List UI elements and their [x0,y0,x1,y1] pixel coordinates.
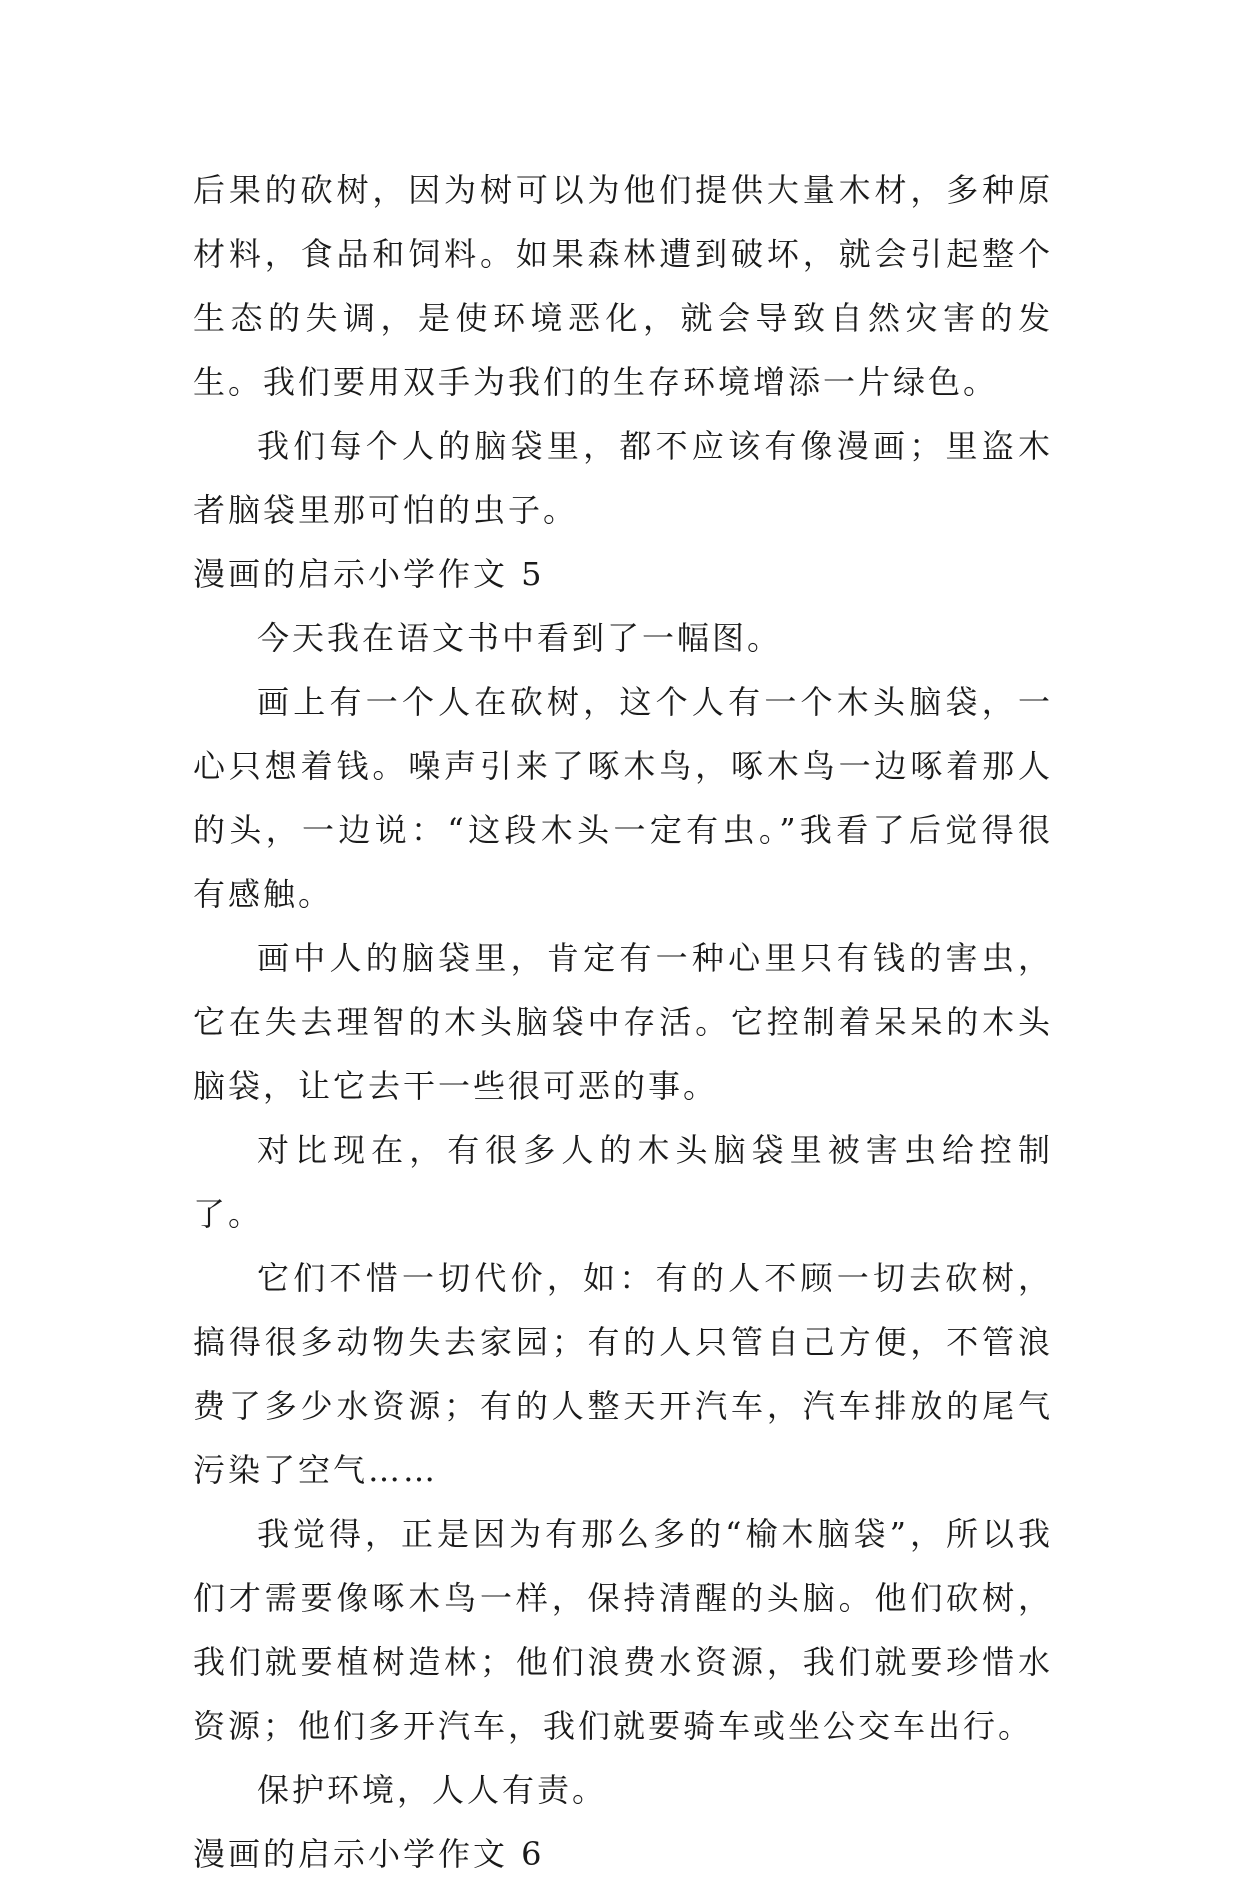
paragraph: 我觉得，正是因为有那么多的“榆木脑袋”，所以我们才需要像啄木鸟一样，保持清醒的头脑。他们砍树，我们就要植树造林；他们浪费水资源，我们就要珍惜水资源；他们多开汽车，我们就要骑车或坐公交车出行。 [193,1515,1053,1745]
paragraph: 画中人的脑袋里，肯定有一种心里只有钱的害虫，它在失去理智的木头脑袋中存活。它控制着呆呆的木头脑袋，让它去干一些很可恶的事。 [193,939,1053,1105]
paragraph: 它们不惜一切代价，如：有的人不顾一切去砍树，搞得很多动物失去家园；有的人只管自己方便，不管浪费了多少水资源；有的人整天开汽车，汽车排放的尾气污染了空气…… [193,1259,1053,1489]
paragraph: 对比现在，有很多人的木头脑袋里被害虫给控制了。 [193,1131,1053,1233]
paragraph-continuation: 后果的砍树，因为树可以为他们提供大量木材，多种原材料，食品和饲料。如果森林遭到破坏，就会引起整个生态的失调，是使环境恶化，就会导致自然灾害的发生。我们要用双手为我们的生存环境增添一片绿色。 [193,171,1053,401]
paragraph: 我们每个人的脑袋里，都不应该有像漫画；里盗木者脑袋里那可怕的虫子。 [193,427,1053,529]
paragraph: 画上有一个人在砍树，这个人有一个木头脑袋，一心只想着钱。噪声引来了啄木鸟，啄木鸟一边啄着那人的头，一边说：“这段木头一定有虫。”我看了后觉得很有感触。 [193,683,1053,913]
section-heading: 漫画的启示小学作文 5 [193,555,545,593]
document-body [193,158,1053,1886]
section-heading: 漫画的启示小学作文 6 [193,1835,545,1873]
paragraph: 今天我在语文书中看到了一幅图。 [257,619,783,657]
paragraph: 保护环境，人人有责。 [257,1771,608,1809]
